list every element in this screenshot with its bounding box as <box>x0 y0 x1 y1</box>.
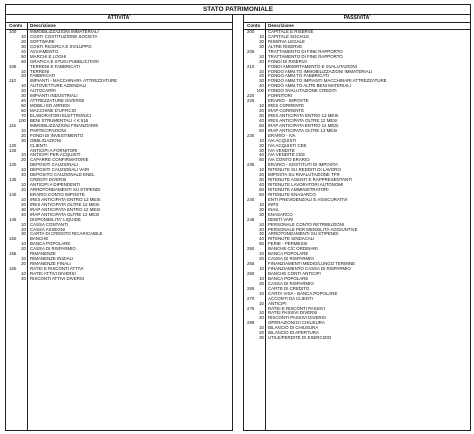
account-row <box>244 336 470 341</box>
account-description: RISERVA LEGALE <box>268 38 305 44</box>
sub-account-code: 10 <box>259 33 264 39</box>
account-description: FORNITORI <box>268 93 293 99</box>
sub-account-code: 20 <box>259 206 264 212</box>
sub-account-code: 60 <box>21 58 26 64</box>
account-description: MACCHINE D'UFFICIO <box>30 108 77 113</box>
account-description: ACCONTI DA CLIENTI <box>268 295 313 301</box>
account-description: DEBITI VARI <box>268 216 294 222</box>
account-code: 210 <box>247 63 255 69</box>
account-description: AUTOVETTURE AZIENDALI <box>30 83 87 89</box>
sub-account-code: 10 <box>21 241 26 247</box>
account-description: CREDITI DIVERSI <box>30 177 67 183</box>
conto-header: Conto <box>247 23 261 28</box>
account-description: CASSA DI RISPARMIO <box>268 280 314 286</box>
sub-account-code: 10 <box>21 33 26 39</box>
account-description: DEPOSITI CAUZIONALI <box>30 162 79 168</box>
sub-account-code: 30 <box>259 43 264 49</box>
sub-account-code: 20 <box>21 157 26 163</box>
account-code: 260 <box>247 270 255 276</box>
sub-account-code: 40 <box>259 236 264 242</box>
sub-account-code: 10 <box>259 310 264 316</box>
sub-account-code: 20 <box>21 88 26 94</box>
account-description: UTILE/PERDITE DI ESERCIZIO <box>268 335 332 341</box>
account-description: CASSA DI RISPARMIO <box>268 256 314 262</box>
account-description: MARCHI E LOGHI <box>30 53 67 59</box>
sub-account-code: 50 <box>259 122 264 128</box>
account-description: IRES ANTICIPATA OLTRE 12 MESI <box>30 201 100 207</box>
sub-account-code: 20 <box>259 280 264 286</box>
account-description: ENASARCO <box>268 211 293 217</box>
account-description: FERIE - PERMESSI <box>268 241 308 247</box>
account-description: FINANZIAMENTO CASSA DI RISPARMIO <box>268 266 351 271</box>
sub-account-code: 10 <box>21 196 26 202</box>
sub-account-code: 20 <box>21 132 26 138</box>
sub-account-code: 10 <box>259 68 264 74</box>
assets-column <box>5 14 233 431</box>
account-description: ARROTONDAMENTI SU STIPENDI <box>30 187 101 192</box>
sub-account-code: 10 <box>21 127 26 133</box>
sub-account-code: 30 <box>259 177 264 183</box>
sub-account-code: 100 <box>256 88 264 94</box>
account-code: 270 <box>247 295 255 301</box>
sub-account-code: 10 <box>259 201 264 207</box>
sub-account-code: 10 <box>21 270 26 276</box>
account-description: RIMANENZE <box>30 251 56 257</box>
liabilities-column <box>243 14 471 431</box>
account-description: IRAP CORRENTE <box>268 108 305 113</box>
sub-account-code: 30 <box>21 43 26 49</box>
account-description: CARTA VISA - BANCA POPOLARE <box>268 290 338 296</box>
sub-account-code: 30 <box>21 137 26 143</box>
account-description: BANCHE <box>30 236 49 242</box>
sub-account-code: 30 <box>259 211 264 217</box>
sub-account-code: 10 <box>259 103 264 109</box>
account-description: ANTICIPI PER ACQUISTI <box>30 152 81 158</box>
sub-account-code: 20 <box>21 226 26 232</box>
account-code: 125 <box>9 147 17 153</box>
sub-account-code: 10 <box>259 137 264 143</box>
document-title: STATO PATRIMONIALE <box>5 4 471 15</box>
sub-account-code: 30 <box>21 231 26 237</box>
account-description: FONDO SVALUTAZIONE CREDITI <box>268 88 337 94</box>
account-code: 105 <box>9 63 17 69</box>
account-description: IRAP ANTICIPATA ENTRO 12 MESI <box>30 206 101 212</box>
sub-account-code: 10 <box>259 266 264 271</box>
account-description: CAPARRE CONFIRMATORIE <box>30 157 89 163</box>
account-description: RATEI E RISCONTI PASSIVI <box>268 305 325 311</box>
account-description: RITENUTE SU REDDITI DI LAVORO <box>268 167 341 173</box>
account-description: CLIENTI <box>30 142 47 148</box>
account-code: 205 <box>247 48 255 54</box>
sub-account-code: 10 <box>259 325 264 331</box>
account-description: SOFTWARE <box>30 38 55 44</box>
account-code: 100 <box>9 29 17 34</box>
account-description: AVVIAMENTO <box>30 48 59 54</box>
account-code: 130 <box>9 162 17 168</box>
account-code: 140 <box>9 191 17 197</box>
account-description: TERRENI E FABBRICATI <box>30 63 80 69</box>
sub-account-code: 10 <box>259 275 264 281</box>
sub-account-code: 50 <box>259 241 264 247</box>
account-description: FABBRICATI <box>30 73 56 79</box>
account-description: RATEI PASSIVI DIVERSI <box>268 310 318 316</box>
sub-account-code: 30 <box>259 147 264 153</box>
sub-account-code: 20 <box>21 261 26 267</box>
account-description: CASSA ASSEGNI <box>30 226 66 232</box>
account-description: ALTRE RISERVE <box>268 43 303 49</box>
account-code: 240 <box>247 196 255 202</box>
assets-rows <box>6 30 232 282</box>
sub-account-code: 40 <box>21 211 26 217</box>
sub-account-code: 10 <box>259 251 264 257</box>
account-description: RISCONTI ATTIVI DIVERSI <box>30 275 85 281</box>
sub-account-code: 20 <box>259 142 264 148</box>
account-code: 250 <box>247 246 255 252</box>
account-description: IRES ANTICIPATA OLTRE 12 MESI <box>268 117 338 123</box>
account-description: IRAP ANTICIPATA OLTRE 12 MESI <box>268 127 338 133</box>
liabilities-rows <box>244 30 470 341</box>
account-description: TRATTAMENTO DI FINE RAPPORTO <box>268 53 343 59</box>
sub-account-code: 30 <box>21 206 26 212</box>
account-code: 230 <box>247 132 255 138</box>
account-code: 200 <box>247 29 255 34</box>
sub-account-code: 40 <box>21 48 26 54</box>
sub-account-code: 50 <box>259 187 264 192</box>
account-description: DEPOSITO CAUZIONALE ENEL <box>30 172 95 178</box>
account-code: 275 <box>247 305 255 311</box>
sub-account-code: 50 <box>21 53 26 59</box>
account-description: COSTI COSTITUZIONE SOCIETA <box>30 33 98 39</box>
account-description: ANTICIPI A DIPENDENTI <box>30 182 81 188</box>
account-description: RISCONTI PASSIVI DIVERSI <box>268 315 326 321</box>
account-description: IRES ANTICIPATA ENTRO 12 MESI <box>30 196 101 202</box>
sub-account-code: 10 <box>259 167 264 173</box>
account-description: IMPIANTI - MACCHINARI- ATTREZZATURE <box>30 78 118 84</box>
account-description: FONDI DI INVESTIMENTO <box>30 132 84 138</box>
sub-account-code: 30 <box>21 93 26 99</box>
sub-account-code: 40 <box>259 182 264 188</box>
account-row <box>6 277 232 282</box>
account-description: CAPITALE E RISERVE <box>268 29 314 34</box>
descrizione-header: Descrizione <box>268 23 294 28</box>
account-description: ERARIO - IVA <box>268 132 296 138</box>
account-description: BENI STRUMENTALI < € 516 <box>30 117 89 123</box>
sub-account-code: 10 <box>21 256 26 262</box>
sub-account-code: 10 <box>21 152 26 158</box>
account-description: RITENUTE AGENTI E RAPPRESENTANTI <box>268 177 353 183</box>
account-code: 115 <box>9 122 16 128</box>
account-code: 110 <box>9 78 16 84</box>
account-description: RITENUTE AMMINISTRATORI <box>268 187 329 192</box>
sub-account-code: 50 <box>259 157 264 163</box>
descrizione-header: Descrizione <box>30 23 56 28</box>
account-description: IVA ACQUISTI CEE <box>268 142 307 148</box>
conto-header: Conto <box>9 23 23 28</box>
sub-account-code: 20 <box>259 330 264 336</box>
sub-account-code: 20 <box>259 256 264 262</box>
sub-account-code: 40 <box>259 152 264 158</box>
account-description: BILANCIO DI APERTURA <box>268 330 319 336</box>
sub-account-code: 10 <box>259 221 264 227</box>
account-description: IVA ACQUISTI <box>268 137 297 143</box>
sub-account-code: 20 <box>21 172 26 178</box>
account-description: DISPONIBILITA' LIQUIDE <box>30 216 81 222</box>
account-description: ELABORATORI ELETTRONICI <box>30 112 92 118</box>
account-description: RITENUTE SINDACALI <box>268 236 315 242</box>
account-description: GRAFICA E STUDI PUBBLICITARI <box>30 58 99 64</box>
account-description: CARTE DI CREDITO <box>268 285 310 291</box>
account-description: DEPOSITI CAUZIONALI VARI <box>30 167 90 173</box>
account-description: ARROTONDAMENTI SU STIPENDI <box>268 231 339 237</box>
sub-account-code: 10 <box>259 290 264 296</box>
account-description: RATEI ATTIVI DIVERSI <box>30 270 76 276</box>
account-description: PARTECIPAZIONI <box>30 127 66 133</box>
account-description: PERSONALE PER MENSILITÀ AGGIUNTIVE <box>268 226 358 232</box>
account-description: FINANZIAMENTI MEDIO/LUNGO TERMINE <box>268 261 356 267</box>
account-description: RITENUTE ENASARCO <box>268 191 316 197</box>
account-description: ANTICIPI A FORNITORI <box>30 147 78 153</box>
account-code: 120 <box>9 142 17 148</box>
account-description: FONDI DI RISERVA <box>268 58 308 64</box>
account-description: CARTA DI CREDITO RICARICABILE <box>30 231 103 237</box>
account-code: 245 <box>247 216 255 222</box>
account-description: FONDO AMM.TO IMPIANTI MACCHINARI ATTREZZATURE <box>268 78 387 84</box>
account-code: 255 <box>247 261 255 267</box>
account-description: FONDO AMM.TO FABBRICATI <box>268 73 329 79</box>
sub-account-code: 60 <box>21 108 26 113</box>
sub-account-code: 40 <box>21 98 26 104</box>
account-description: AUTOCARRI <box>30 88 56 94</box>
account-description: IMMOBILIZZAZIONI FINANZIARIE <box>30 122 99 128</box>
sub-account-code: 10 <box>259 300 264 306</box>
account-description: ERARIO - IMPOSTE <box>268 98 309 104</box>
liabilities-heading: PASSIVITA' <box>244 15 470 23</box>
account-code: 265 <box>247 285 255 291</box>
sub-account-code: 30 <box>259 78 264 84</box>
sub-account-code: 10 <box>21 83 26 89</box>
sub-account-code: 20 <box>259 73 264 79</box>
account-description: OBBLIGAZIONI <box>30 137 61 143</box>
account-code: 235 <box>247 162 255 168</box>
sub-account-code: 70 <box>21 112 26 118</box>
sub-account-code: 40 <box>259 83 264 89</box>
account-description: CASSA CONTANTI <box>30 221 68 227</box>
account-description: BANCA POPOLARE <box>30 241 71 247</box>
sub-account-code: 20 <box>259 38 264 44</box>
account-description: TRATTAMENTO DI FINE RAPPORTO <box>268 48 343 54</box>
account-description: IRAP ANTICIPATA OLTRE 12 MESI <box>30 211 100 217</box>
sub-account-code: 20 <box>21 187 26 192</box>
account-description: FONDI AMMORTAMENTO E SVALUTAZIONI <box>268 63 357 69</box>
account-code: 225 <box>247 98 255 104</box>
sub-account-code: 20 <box>259 315 264 321</box>
account-code: 150 <box>9 236 17 242</box>
sub-account-code: 60 <box>259 127 264 133</box>
account-code: 299 <box>247 320 255 326</box>
account-description: CAPITALE SOCIALE <box>268 33 310 39</box>
account-description: RIMANENZE FINALI <box>30 261 71 267</box>
account-code: 145 <box>9 216 17 222</box>
account-description: ATTREZZATURE DIVERSE <box>30 98 85 104</box>
account-description: INPS <box>268 201 279 207</box>
account-description: RITENUTE LAVORATORI AUTONOMI <box>268 182 344 188</box>
account-description: BANCHE C/C ORDINARI <box>268 246 318 252</box>
account-description: OPERAZIONI DI CHIUSURA <box>268 320 325 326</box>
account-description: IRES ANTICIPATA ENTRO 12 MESI <box>268 112 339 118</box>
account-description: TERRENI <box>30 68 50 74</box>
sub-account-code: 20 <box>21 73 26 79</box>
sub-account-code: 20 <box>21 38 26 44</box>
sub-account-code: 20 <box>21 246 26 252</box>
account-description: IVA CONTO ERARIO <box>268 157 310 163</box>
sub-account-code: 10 <box>21 221 26 227</box>
account-description: ENTI PREVIDENZIALI E ASSICURATIVI <box>268 196 348 202</box>
sub-account-code: 30 <box>259 335 264 341</box>
account-description: ERARIO CONTO IMPOSTE <box>30 191 85 197</box>
sub-account-code: 20 <box>259 108 264 113</box>
account-description: BANCHE CONTI ANTICIPI <box>268 270 321 276</box>
sub-account-code: 20 <box>21 275 26 281</box>
account-description: INAIL <box>268 206 279 212</box>
account-description: IVA VENDITE CEE <box>268 152 306 158</box>
sub-account-code: 50 <box>21 103 26 109</box>
account-description: IRES CORRENTE <box>268 103 305 109</box>
account-description: RIMANENZE INIZIALI <box>30 256 74 262</box>
sub-account-code: 30 <box>259 231 264 237</box>
sub-account-code: 10 <box>21 182 26 188</box>
account-description: ERARIO - SOSTITUTI DI IMPOSTA <box>268 162 338 168</box>
sub-account-code: 40 <box>259 117 264 123</box>
sub-account-code: 10 <box>21 68 26 74</box>
account-description: IMMOBILIZZAZIONI IMMATERIALI <box>30 29 99 34</box>
account-description: IRAP ANTICIPATA ENTRO 12 MESI <box>268 122 339 128</box>
account-description: IVA VENDITE <box>268 147 295 153</box>
account-description: FONDO AMM.TO ALTRI BENI MATERIALI <box>268 83 351 89</box>
sub-account-code: 10 <box>259 53 264 59</box>
assets-heading: ATTIVITA' <box>6 15 232 23</box>
account-description: IMPIANTI INDUSTRIALI <box>30 93 78 99</box>
sub-account-code: 30 <box>259 112 264 118</box>
account-code: 135 <box>9 177 17 183</box>
account-description: PERSONALE CONTO RETRIBUZIONI <box>268 221 345 227</box>
account-description: IMPOSTA SU RIVALUTAZIONE TFR <box>268 172 340 178</box>
account-description: RATEI E RISCONTI ATTIVI <box>30 266 84 271</box>
account-description: MOBILI ED ARREDI <box>30 103 70 109</box>
sub-account-code: 10 <box>21 167 26 173</box>
sub-account-code: 60 <box>259 191 264 197</box>
account-code: 155 <box>9 251 17 257</box>
account-description: COSTI RICERCA E SVILUPPO <box>30 43 92 49</box>
sub-account-code: 20 <box>21 201 26 207</box>
account-description: BANCA POPOLARE <box>268 251 309 257</box>
sub-account-code: 100 <box>18 117 26 123</box>
sub-account-code: 20 <box>259 172 264 178</box>
account-description: ANTICIPI <box>268 300 287 306</box>
account-description: BILANCIO DI CHIUSURA <box>268 325 319 331</box>
sub-account-code: 20 <box>259 58 264 64</box>
account-description: CASSA DI RISPARMIO <box>30 246 76 252</box>
sub-account-code: 20 <box>259 226 264 232</box>
account-description: FONDO AMM.TO IMMOBILIZZAZIONI IMMATERIALI <box>268 68 373 74</box>
account-description: BANCA POPOLARE <box>268 275 309 281</box>
account-code: 160 <box>9 266 17 271</box>
account-code: 220 <box>247 93 255 99</box>
